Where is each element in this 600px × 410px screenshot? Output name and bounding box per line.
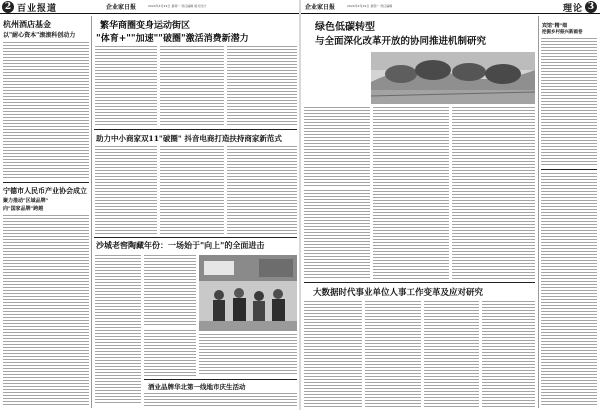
left-page-header — [0, 0, 299, 14]
masthead: 企业家日报 — [106, 4, 137, 11]
page-number: 2 — [2, 1, 14, 13]
article-body — [199, 334, 297, 376]
divider — [94, 129, 297, 130]
divider — [94, 237, 297, 238]
article-body — [3, 42, 89, 180]
article-body — [452, 107, 535, 279]
headline: 宁德市人民币产业协会成立 — [3, 186, 87, 195]
subheadline: 以"耐心资本"滚滚科创动力 — [3, 32, 76, 39]
section-title: 理论 — [563, 4, 584, 14]
article-body — [541, 173, 597, 407]
article-body — [482, 301, 535, 407]
headline: 杭州酒店基金 — [3, 19, 51, 29]
date-line: 2024年4月29日 星期一 责任编辑 版式设计 — [148, 4, 207, 8]
section-title: 百业报道 — [17, 4, 58, 14]
page-number: 3 — [585, 1, 597, 13]
divider — [144, 379, 297, 380]
article-body — [365, 301, 421, 407]
headline: 绿色低碳转型 — [315, 22, 375, 33]
right-page — [301, 0, 600, 410]
masthead: 企业家日报 — [305, 4, 336, 11]
side-headline: 宾馆"精"细 — [542, 23, 568, 29]
headline: 繁华商圈变身运动街区 — [100, 21, 191, 31]
right-page-header — [301, 0, 600, 14]
article-body — [144, 330, 196, 376]
subheadline: 聚力推动"区域品牌" — [3, 198, 49, 204]
article-body — [424, 301, 479, 407]
article-body — [95, 146, 157, 234]
headline: 沙城老窖陶藏年份：一场始于"向上"的全面进击 — [96, 240, 265, 250]
divider — [3, 182, 89, 183]
article-body — [144, 255, 196, 325]
left-page — [0, 0, 299, 410]
headline: "体育+""加速""破圈"激活消费新潜力 — [96, 34, 249, 44]
article-body — [3, 215, 89, 405]
headline: 助力中小商家双11"破圈" 抖音电商打造扶持商家新范式 — [96, 134, 282, 143]
date-line: 2024年4月29日 星期一 责任编辑 — [347, 4, 393, 8]
news-photo — [199, 255, 297, 331]
subheadline: 向"国家品牌"跨越 — [3, 206, 44, 212]
headline: 大数据时代事业单位人事工作变革及应对研究 — [313, 288, 484, 298]
article-body — [95, 255, 141, 405]
article-body — [160, 46, 224, 126]
article-body — [304, 190, 370, 279]
divider — [304, 282, 535, 283]
article-body — [160, 146, 224, 234]
article-body — [304, 107, 370, 187]
column-divider — [91, 16, 92, 408]
article-body — [227, 146, 297, 234]
ad-banner-title: 酒业品牌华北第一线地市庆生活动 — [148, 383, 246, 391]
article-body — [373, 107, 449, 279]
column-divider — [538, 16, 539, 408]
divider — [541, 169, 597, 170]
article-body — [304, 301, 362, 407]
article-body — [541, 38, 597, 166]
side-headline: 挖掘乡村振兴新画卷 — [542, 30, 583, 35]
article-body — [144, 393, 297, 407]
article-body — [227, 46, 297, 126]
article-body — [95, 46, 157, 126]
headline: 与全面深化改革开放的协同推进机制研究 — [315, 36, 487, 47]
feature-photo — [371, 52, 535, 104]
